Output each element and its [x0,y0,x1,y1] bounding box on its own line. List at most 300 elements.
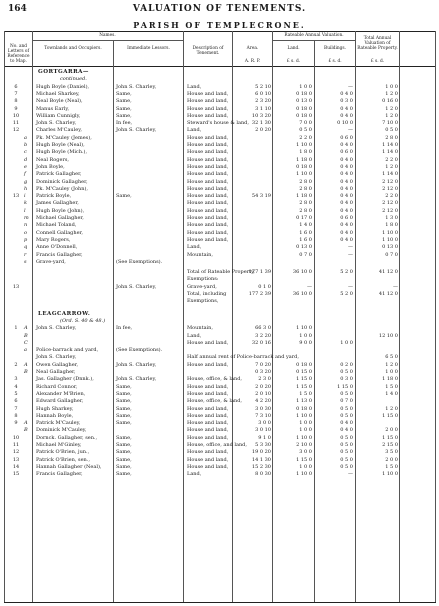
table-row [0,200,439,207]
table-row [0,333,439,340]
header-description: Description of Tenement. [192,46,224,56]
cell-desc: Land, [187,127,202,134]
cell-desc: House and land, [187,215,229,221]
cell-bldg: 0 6 0 [340,215,353,221]
cell-tot: 0 13 0 [382,244,398,251]
cell-bldg: 1 0 0 [340,339,353,346]
cell-less: Same, [116,405,132,412]
cell-bldg: 0 4 0 [340,222,353,229]
cell-area: 10 3 20 [251,112,271,119]
cell-land: 2 8 0 [299,207,312,214]
cell-let: o [24,229,28,236]
table-row [0,420,439,427]
cell-occ: Richard Connor, [36,383,78,390]
cell-bldg: 0 4 0 [340,229,353,236]
cell-tot: 1 2 0 [385,112,398,119]
cell-tot: 1 2 0 [385,105,398,112]
cell-no: 9 [14,420,18,427]
cell-occ: Patrick O'Brien, jun., [36,449,90,456]
cell-bldg: 1 15 0 [337,383,353,390]
cell-let: C [24,339,28,346]
cell-desc: House and land, [187,98,229,105]
cell-no: 8 [14,98,18,105]
cell-bldg: 5 2 0 [340,269,353,276]
cell-desc: House and land, [187,229,229,236]
cell-land: 0 13 0 [296,98,312,105]
cell-tot: 1 2 0 [385,90,398,97]
cell-tot: 2 0 0 [385,427,398,434]
cell-bldg: 0 5 0 [340,412,353,419]
cell-desc: Total of Rateable Property, [187,269,255,276]
cell-no: 7 [14,90,18,97]
cell-no: 10 [12,434,20,441]
cell-bldg: — [348,471,353,478]
cell-let: q [24,244,28,251]
cell-land: 1 5 0 [299,390,312,397]
cell-desc: Land, [187,332,202,339]
cell-desc: House and land, [187,412,229,419]
cell-tot: 7 10 0 [382,120,398,127]
cell-no: 2 [14,361,18,368]
cell-land: 36 10 0 [292,269,312,276]
townland-name: GORTGARRA— [38,69,89,75]
totals-row [0,269,439,276]
cell-no: 11 [12,120,20,127]
cell-occ: James Gallagher, [36,200,79,207]
cell-land: 0 18 0 [296,405,312,412]
cell-occ: Jas. Gallagher (Dnnk.), [36,376,94,383]
cell-no: 3 [14,376,18,383]
cell-bldg: 0 5 0 [340,449,353,456]
cell-desc: House and land, [187,361,229,368]
cell-tot: 1 2 0 [385,163,398,170]
table-row [0,391,439,398]
cell-desc: House and land, [187,420,229,427]
table-row [0,406,439,413]
cell-area: 2 0 20 [255,383,271,390]
cell-occ: Patrick O'Brien, sen., [36,456,90,463]
bldg-units: £ s. d. [328,59,342,64]
cell-land: 3 0 0 [299,449,312,456]
cell-tot: 6 5 0 [385,354,398,361]
cell-occ: Neal Rogers, [36,156,69,163]
cell-let: B [24,427,28,434]
cell-let: r [24,251,27,258]
table-row [0,149,439,156]
names-subrule [32,40,183,41]
cell-less: Same, [116,449,132,456]
cell-land: 1 18 0 [296,193,312,200]
cell-desc: House and land, [187,236,229,243]
cell-occ: Manus Early, [36,105,70,112]
cell-occ: Charles M'Cauley, [36,127,82,134]
cell-less: Same, [116,98,132,105]
cell-desc: House, office, and land, [187,442,247,448]
cell-bldg: 0 5 0 [340,463,353,470]
cell-desc: House and land, [187,193,229,200]
cell-land: 0 13 0 [296,244,312,251]
cell-no: 6 [14,83,18,90]
cell-less: John S. Charley, [116,83,157,90]
cell-area: 2 0 20 [255,127,271,134]
cell-land: 9 0 0 [299,339,312,346]
cell-area: 3 1 10 [255,105,271,112]
cell-less: John S. Charley, [116,376,157,383]
cell-bldg: 0 4 0 [340,193,353,200]
cell-bldg: 5 2 0 [340,291,353,297]
cell-land: 1 4 0 [299,222,312,229]
cell-occ: Michael Gallagher, [36,215,84,221]
cell-land: 0 18 0 [296,163,312,170]
table-row [0,340,439,347]
table-row [0,164,439,171]
cell-tot: 2 0 0 [385,456,398,463]
cell-area: 15 2 30 [251,463,271,470]
header-bottom-rule [4,66,436,67]
table-row [0,376,439,383]
cell-land: 1 0 0 [299,420,312,427]
cell-area: 2 3 20 [255,98,271,105]
cell-tot: 41 12 0 [378,291,398,297]
cell-bldg: 0 4 0 [340,171,353,178]
cell-less: Same, [116,471,132,478]
cell-desc: Mountain, [187,325,213,332]
cell-desc: House and land, [187,456,229,463]
cell-occ: Patrick Gallagher, [36,171,82,178]
cell-land: 1 8 0 [299,149,312,156]
cell-occ: Hugh Sharkey, [36,405,74,412]
cell-occ: Police-barrack and yard, [36,347,99,354]
cell-area: 3 0 30 [255,405,271,412]
cell-land: 2 2 0 [299,134,312,141]
cell-tot: 41 12 0 [378,269,398,276]
cell-land: 7 0 0 [299,120,312,127]
townland-subheading [0,318,439,325]
cell-tot: 1 18 0 [382,376,398,383]
cell-occ: Owen Gallagher, [36,361,79,368]
cell-let: B [24,332,28,339]
cell-desc: Land, [187,244,202,251]
cell-desc: House and land, [187,156,229,163]
cell-desc: House and land, [187,434,229,441]
cell-desc: House and land, [187,405,229,412]
cell-tot: 2 12 0 [382,200,398,207]
cell-desc: Land, [187,83,202,90]
cell-bldg: 0 5 0 [340,405,353,412]
cell-area: 19 0 20 [251,449,271,456]
cell-land: 1 6 0 [299,229,312,236]
cell-occ: Hugh Boyle (Neal), [36,142,85,148]
table-row [0,244,439,251]
cell-bldg: 0 4 0 [340,105,353,112]
cell-let: A [24,361,28,368]
cell-desc: House and land, [187,200,229,207]
cell-bldg: 0 10 0 [337,120,353,127]
cell-occ: Pk. M'Cauley (John), [36,185,89,192]
table-row [0,171,439,178]
cell-desc: House and land, [187,163,229,170]
table-row [0,362,439,369]
table-row [0,413,439,420]
table-row [0,98,439,105]
townland-sub: (Ord. S. 40 & 48.) [60,317,106,324]
table-row [0,347,439,354]
cell-land: 1 15 0 [296,456,312,463]
cell-area: 7 3 10 [255,412,271,419]
townland-name: LEAGCARROW. [38,310,91,317]
cell-bldg: 0 5 0 [340,442,353,448]
cell-land: 2 8 0 [299,200,312,207]
cell-less: Same, [116,105,132,112]
cell-bldg: — [348,251,353,258]
cell-area: 6 0 10 [255,90,271,97]
cell-land: 1 13 0 [296,398,312,405]
totals-row [0,291,439,298]
cell-bldg: — [348,244,353,251]
cell-occ: Alexander M'Brien, [36,390,86,397]
cell-less: Same, [116,390,132,397]
cell-no: 13 [12,283,20,290]
table-row [0,84,439,91]
table-row [0,435,439,442]
page-title: VALUATION OF TENEMENTS. [132,4,307,14]
cell-no: 4 [14,383,18,390]
cell-desc: House and land, [187,383,229,390]
cell-let: A [24,325,28,332]
cell-land: 1 6 0 [299,236,312,243]
table-row [0,259,439,266]
cell-let: b [24,142,28,148]
cell-area: 9 1 0 [258,434,271,441]
cell-less: In fee, [116,120,133,127]
cell-occ: Grave-yard, [36,258,66,265]
cell-area: 2 0 10 [255,390,271,397]
cell-occ: John S. Charley, [36,354,77,361]
table-row [0,325,439,332]
cell-let: h [24,185,28,192]
cell-occ: Dornck. Gallagher, sen., [36,434,98,441]
totals-row [0,284,439,291]
cell-land: 2 8 0 [299,185,312,192]
cell-area: 14 1 30 [251,456,271,463]
cell-less: Same, [116,412,132,419]
cell-tot: 1 15 0 [382,434,398,441]
cell-land: 0 18 0 [296,105,312,112]
cell-occ: Patrick Boyle, [36,193,72,200]
table-row [0,120,439,127]
cell-desc: Mountain, [187,251,213,258]
cell-let: i [24,193,26,200]
townland-sub: continued. [60,76,87,83]
table-row [0,464,439,471]
cell-let: k [24,200,28,207]
cell-occ: Neal Boyle (Neal), [36,98,83,105]
cell-desc: House and land, [187,149,229,156]
cell-tot: 1 5 0 [385,383,398,390]
cell-area: 3 2 20 [255,332,271,339]
cell-bldg: 0 3 0 [340,98,353,105]
cell-tot: 1 10 0 [382,471,398,478]
cell-let: f [24,171,26,178]
table-row [0,252,439,259]
cell-less: In fee, [116,325,133,332]
cell-occ: Edward Gallagher, [36,398,84,405]
cell-occ: John Boyle, [36,163,65,170]
townland-heading [0,69,439,76]
cell-less: Same, [116,434,132,441]
cell-occ: Michael Sharkey, [36,90,80,97]
table-bottom-rule [4,602,436,603]
cell-land: 0 18 0 [296,361,312,368]
header-rateable: Rateable Annual Valuation. [284,33,344,38]
table-row [0,471,439,478]
cell-no: 9 [14,105,18,112]
cell-let: a [24,347,27,354]
cell-tot: 1 2 0 [385,405,398,412]
cell-no: 8 [14,412,18,419]
cell-area: 0 1 0 [258,283,271,290]
rateable-subrule [272,40,355,41]
header-top-rule [4,31,436,32]
header-total: Total Annual Valuation of Rateable Property. [357,36,398,51]
header-townlands: Townlands and Occupiers. [44,46,102,51]
cell-tot: 1 4 0 [385,390,398,397]
cell-let: c [24,149,27,156]
cell-land: — [307,283,312,290]
cell-occ: Connell Gallagher, [36,229,83,236]
cell-no: 1 [14,325,18,332]
cell-occ: Michael Toland, [36,222,77,229]
cell-no: 14 [12,463,20,470]
cell-desc: House and land, [187,134,229,141]
cell-less: Same, [116,193,132,200]
cell-occ: Hannah Boyle, [36,412,74,419]
cell-less: Same, [116,383,132,390]
cell-tot: 1 14 0 [382,142,398,148]
cell-land: 1 0 0 [299,83,312,90]
townland-heading [0,311,439,318]
cell-bldg: 0 5 0 [340,390,353,397]
cell-desc: House, office, & land, [187,376,243,383]
cell-desc: Steward's house & land, [187,120,249,127]
cell-tot: 1 14 0 [382,149,398,156]
cell-tot: 1 10 0 [382,236,398,243]
cell-desc: House and land, [187,185,229,192]
cell-let: d [24,156,28,163]
cell-occ: Michael M'Ginley, [36,442,82,448]
cell-tot: 12 10 0 [378,332,398,339]
cell-area: 32 0 16 [251,339,271,346]
cell-tot: 0 7 0 [385,251,398,258]
cell-area: 7 0 20 [255,361,271,368]
cell-no: 15 [12,471,20,478]
table-row [0,193,439,200]
cell-bldg: 0 5 0 [340,434,353,441]
table-row [0,384,439,391]
cell-land: 1 10 0 [296,434,312,441]
parish-title: PARISH OF TEMPLECRONE. [133,20,306,30]
cell-area: 32 1 30 [251,120,271,127]
cell-tot: 2 12 0 [382,178,398,185]
cell-desc: House and land, [187,207,229,214]
cell-occ: Pk. M'Cauley (Jemes), [36,134,92,141]
cell-occ: Dominick Gallagher, [36,178,88,185]
table-row [0,157,439,164]
cell-less: Same, [116,456,132,463]
cell-occ: Hugh Boyle (Mich.), [36,149,88,156]
cell-land: 1 18 0 [296,156,312,163]
cell-bldg: 0 5 0 [340,369,353,375]
cell-bldg: 0 4 0 [340,185,353,192]
cell-tot: 2 2 0 [385,193,398,200]
cell-tot: 1 2 0 [385,361,398,368]
area-units: A. R. P. [244,59,261,64]
cell-desc: House and land, [187,90,229,97]
cell-occ: William Cunnigly, [36,112,81,119]
cell-occ: Mary Rogers, [36,236,71,243]
cell-area: 54 3 19 [251,193,271,200]
header-area: Area. [246,46,259,51]
table-row [0,135,439,142]
cell-land: 1 10 0 [296,412,312,419]
cell-land: 0 17 0 [296,215,312,221]
table-row [0,442,439,449]
cell-no: 13 [12,456,20,463]
cell-let: l [24,207,26,214]
table-row [0,449,439,456]
cell-desc: Land, [187,471,202,478]
cell-let: e [24,163,27,170]
cell-no: 13 [12,193,20,200]
cell-land: 1 10 0 [296,142,312,148]
cell-no: 10 [12,112,20,119]
cell-bldg: 0 4 0 [340,112,353,119]
table-row [0,127,439,134]
cell-land: 1 15 0 [296,383,312,390]
page-number: 164 [8,4,27,14]
cell-land: 0 15 0 [296,369,312,375]
table-row [0,457,439,464]
cell-less: Same, [116,398,132,405]
cell-tot: 2 8 0 [385,134,398,141]
cell-tot: 1 0 0 [385,369,398,375]
cell-no: 11 [12,442,20,448]
cell-desc: House and land, [187,171,229,178]
cell-land: 1 10 0 [296,171,312,178]
cell-occ: Francis Gallagher, [36,471,83,478]
cell-occ: Patrick M'Cauley, [36,420,81,427]
cell-area: 177 1 39 [248,269,271,276]
cell-tot: 2 12 0 [382,207,398,214]
cell-land: 2 10 0 [296,442,312,448]
cell-tot: 0 16 0 [382,98,398,105]
townland-subheading [0,76,439,83]
table-row [0,186,439,193]
cell-area: 0 3 20 [255,369,271,375]
cell-no: 12 [12,449,20,456]
cell-bldg: 0 4 0 [340,156,353,163]
cell-desc: House and land, [187,178,229,185]
land-units: £ s. d. [286,59,301,64]
cell-tot: 2 2 0 [385,156,398,163]
cell-tot: 1 0 0 [385,83,398,90]
cell-desc: House and land, [187,449,229,456]
cell-let: n [24,222,28,229]
cell-area: 5 2 10 [255,83,271,90]
cell-bldg: 0 3 0 [340,376,353,383]
cell-desc: House and land, [187,390,229,397]
cell-less: Same, [116,420,132,427]
